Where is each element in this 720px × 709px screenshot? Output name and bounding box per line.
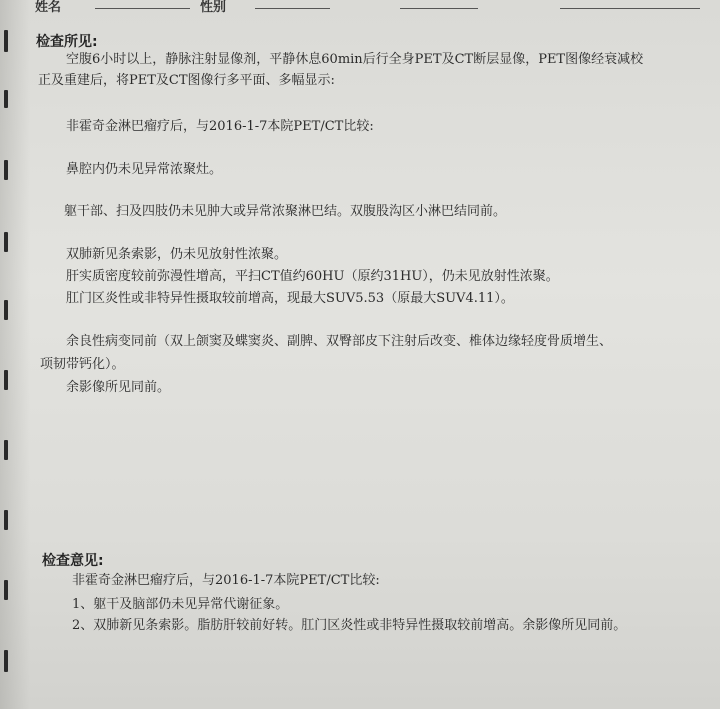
opinion-item-1: 1、躯干及脑部仍未见异常代谢征象。 (72, 597, 289, 612)
findings-intro-line-1: 空腹6小时以上，静脉注射显像剂，平静休息60min后行全身PET及CT断层显像，PET图像经衰减校 (66, 52, 644, 67)
binding-mark (4, 30, 8, 52)
binding-mark (4, 90, 8, 108)
findings-benign-line-1: 余良性病变同前（双上颌窦及蝶窦炎、副脾、双臀部皮下注射后改变、椎体边缘轻度骨质增生、 (66, 334, 613, 349)
binding-mark (4, 370, 8, 390)
header-underline (560, 8, 700, 9)
binding-mark (4, 440, 8, 460)
opinion-item-2: 2、双肺新见条索影。脂肪肝较前好转。肛门区炎性或非特异性摄取较前增高。余影像所见同前。 (72, 618, 627, 633)
binding-mark (4, 510, 8, 530)
findings-anal-region: 肛门区炎性或非特异性摄取较前增高，现最大SUV5.53（原最大SUV4.11）。 (66, 291, 514, 306)
findings-liver: 肝实质密度较前弥漫性增高，平扫CT值约60HU（原约31HU），仍未见放射性浓聚。 (66, 269, 559, 284)
opinion-heading: 检查意见: (42, 553, 104, 569)
findings-rest: 余影像所见同前。 (66, 380, 171, 395)
findings-intro-line-2: 正及重建后，将PET及CT图像行多平面、多幅显示: (38, 73, 335, 88)
findings-nasal: 鼻腔内仍未见异常浓聚灶。 (66, 162, 223, 177)
binding-mark (4, 650, 8, 672)
findings-heading: 检查所见: (36, 34, 98, 50)
header-sex-label: 性别 (200, 0, 227, 15)
header-underline (95, 8, 190, 9)
header-underline (400, 8, 478, 9)
binding-mark (4, 232, 8, 252)
findings-benign-line-2: 项韧带钙化）。 (40, 357, 125, 372)
header-underline (255, 8, 330, 9)
binding-mark (4, 580, 8, 600)
findings-trunk: 躯干部、扫及四肢仍未见肿大或异常浓聚淋巴结。双腹股沟区小淋巴结同前。 (64, 204, 507, 219)
findings-comparison: 非霍奇金淋巴瘤疗后，与2016-1-7本院PET/CT比较: (66, 119, 374, 134)
findings-lung: 双肺新见条索影，仍未见放射性浓聚。 (66, 247, 288, 262)
header-name-label: 姓名 (35, 0, 62, 15)
binding-mark (4, 160, 8, 180)
binding-mark (4, 300, 8, 320)
opinion-comparison: 非霍奇金淋巴瘤疗后，与2016-1-7本院PET/CT比较: (72, 573, 380, 588)
